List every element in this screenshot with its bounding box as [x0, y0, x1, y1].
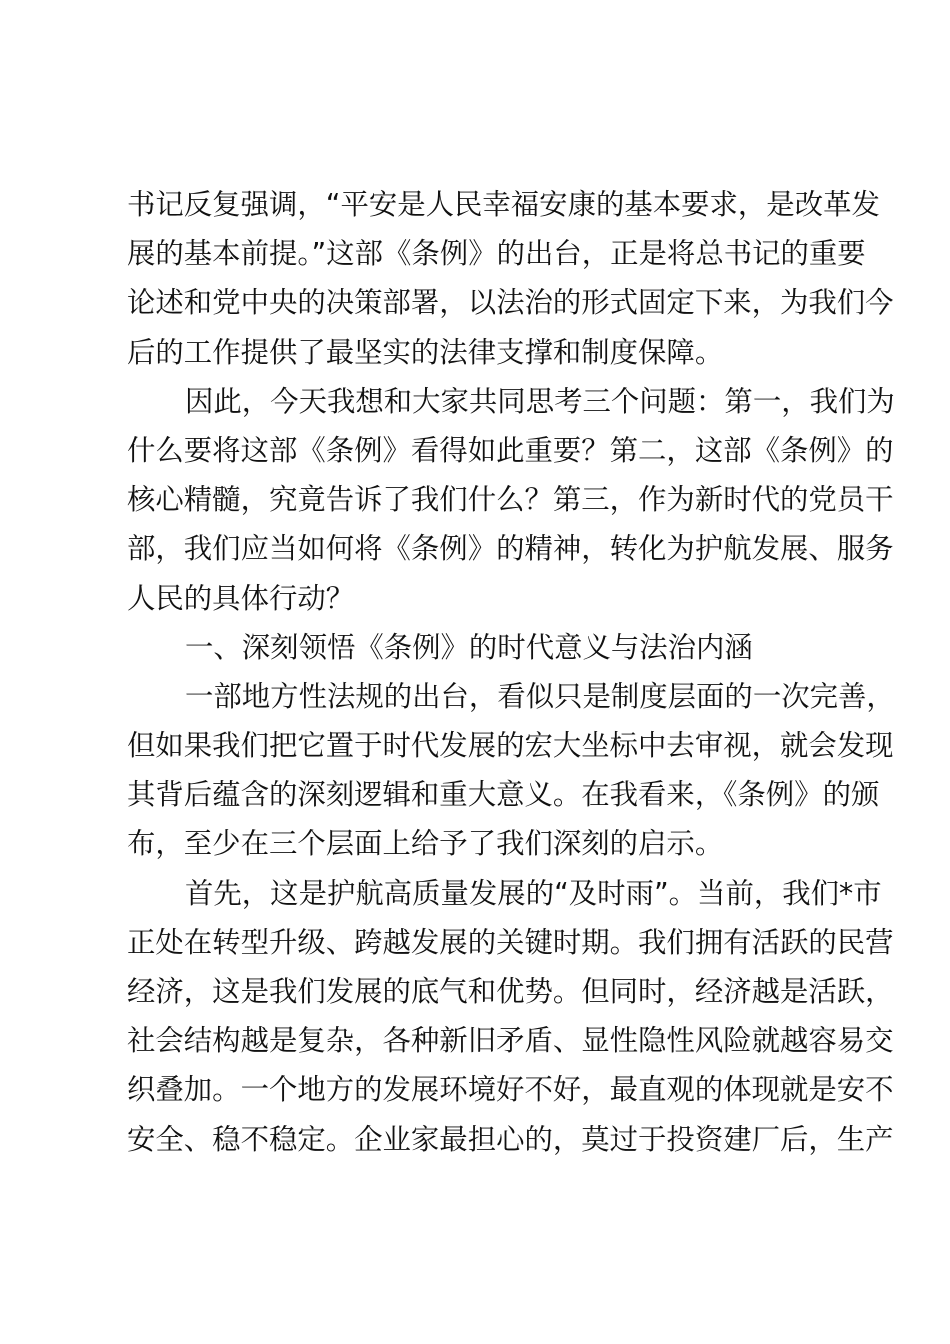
section-heading-text: 一、深刻领悟《条例》的时代意义与法治内涵 — [185, 630, 753, 664]
text-line: 因此，今天我想和大家共同思考三个问题：第一，我们为 — [185, 384, 895, 418]
text-line: 但如果我们把它置于时代发展的宏大坐标中去审视，就会发现 — [127, 729, 894, 763]
paragraph-three-questions — [127, 377, 895, 623]
text-line: 布，至少在三个层面上给予了我们深刻的启示。 — [127, 827, 724, 861]
text-line: 其背后蕴含的深刻逻辑和重大意义。在我看来，《条例》的颁 — [127, 778, 880, 812]
text-line: 一部地方性法规的出台，看似只是制度层面的一次完善， — [185, 679, 895, 713]
text-line: 安全、稳不稳定。企业家最担心的，莫过于投资建厂后，生产 — [127, 1122, 894, 1156]
text-line: 后的工作提供了最坚实的法律支撑和制度保障。 — [127, 335, 724, 369]
text-line: 核心精髓，究竟告诉了我们什么？第三，作为新时代的党员干 — [127, 483, 894, 517]
paragraph-continuation — [127, 180, 894, 377]
text-line: 社会结构越是复杂，各种新旧矛盾、显性隐性风险就越容易交 — [127, 1024, 894, 1058]
section-heading — [127, 623, 832, 672]
paragraph-first-point — [127, 869, 894, 1164]
text-line: 部，我们应当如何将《条例》的精神，转化为护航发展、服务 — [127, 532, 894, 566]
text-line: 什么要将这部《条例》看得如此重要？第二，这部《条例》的 — [127, 433, 894, 467]
text-line: 论述和党中央的决策部署，以法治的形式固定下来，为我们今 — [127, 286, 894, 320]
text-line: 人民的具体行动？ — [127, 581, 355, 615]
text-line: 首先，这是护航高质量发展的“及时雨”。当前，我们*市 — [185, 876, 882, 910]
text-line: 展的基本前提。”这部《条例》的出台，正是将总书记的重要 — [127, 237, 866, 271]
text-line: 织叠加。一个地方的发展环境好不好，最直观的体现就是安不 — [127, 1073, 894, 1107]
text-line: 正处在转型升级、跨越发展的关键时期。我们拥有活跃的民营 — [127, 925, 894, 959]
text-line: 书记反复强调，“平安是人民幸福安康的基本要求，是改革发 — [127, 188, 880, 221]
text-line: 经济，这是我们发展的底气和优势。但同时，经济越是活跃， — [127, 975, 894, 1008]
paragraph-significance — [127, 672, 895, 869]
document-page — [127, 180, 895, 1164]
